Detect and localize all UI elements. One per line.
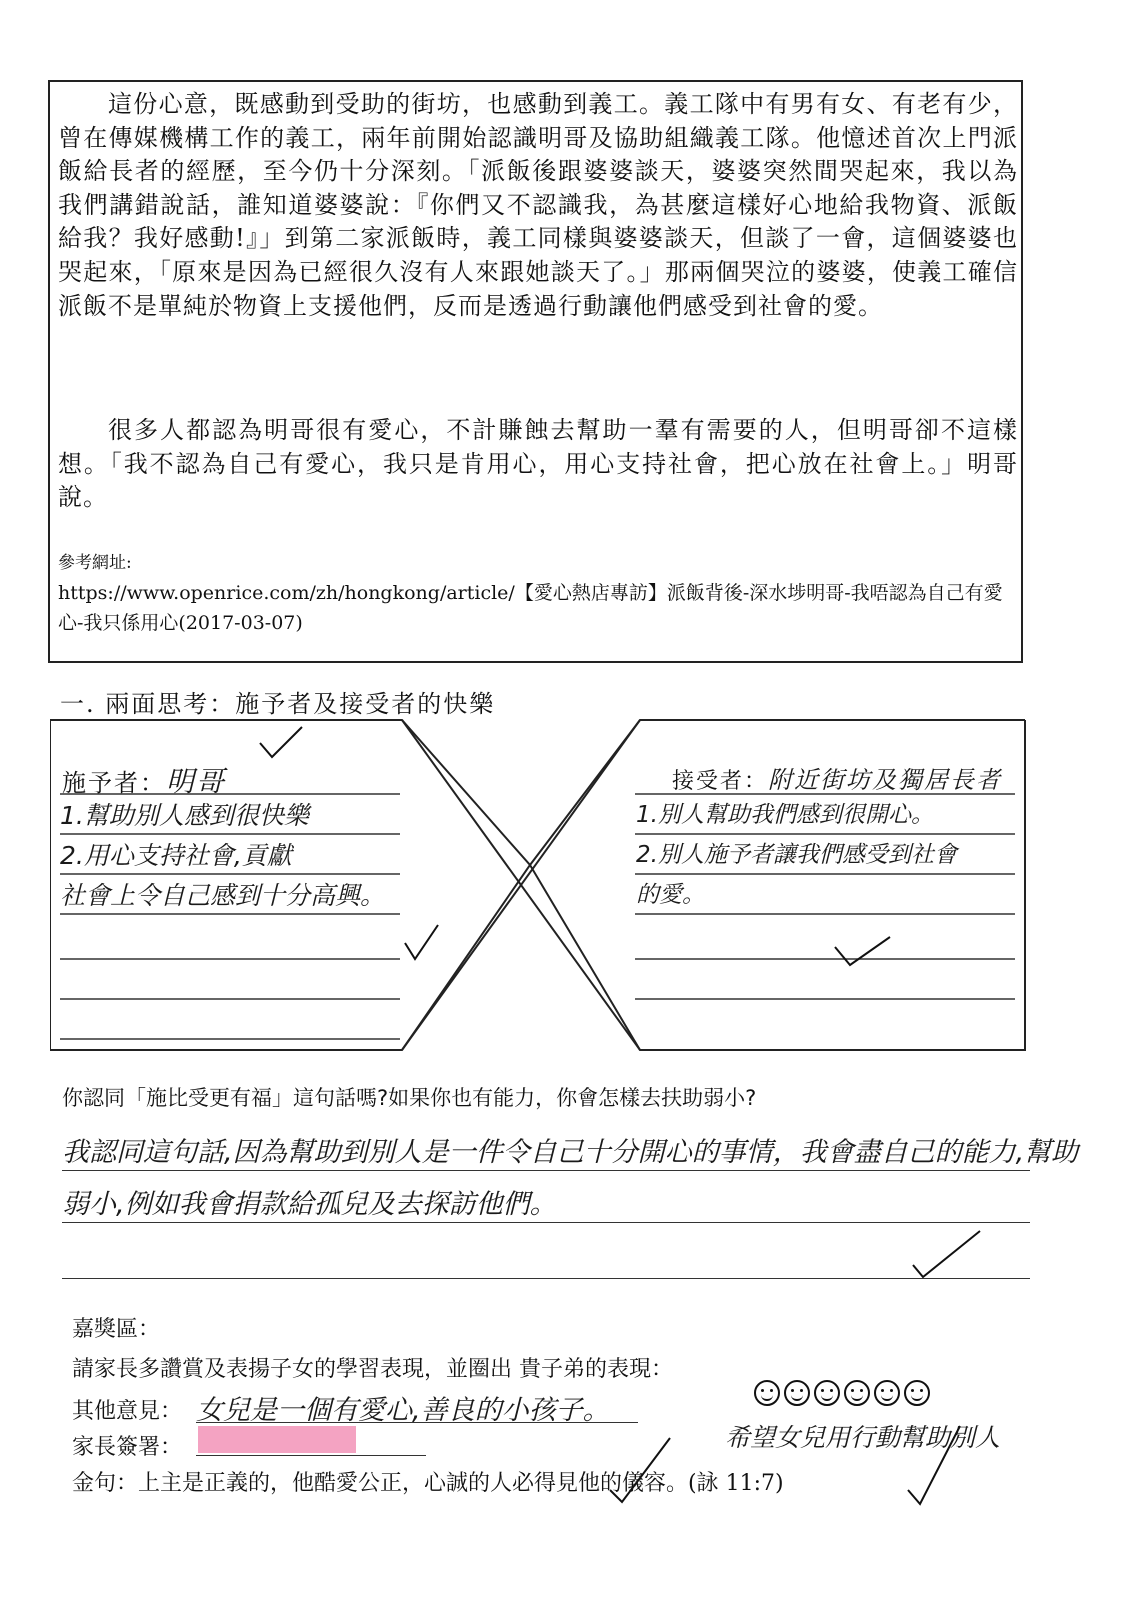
receiver-line-3: 的愛。 — [636, 882, 705, 908]
other-comment: 女兒是一個有愛心,善良的小孩子。 — [196, 1395, 610, 1426]
smiley-icon — [844, 1380, 870, 1406]
other-comment-label: 其他意見： — [72, 1399, 183, 1424]
question-prompt: 你認同「施比受更有福」這句話嗎?如果你也有能力，你會怎樣去扶助弱小? — [62, 1086, 757, 1110]
smiley-icon — [904, 1380, 930, 1406]
section-title: 一. 兩面思考：施予者及接受者的快樂 — [60, 690, 496, 718]
article-box — [48, 80, 1023, 663]
article-paragraph-1: 這份心意，既感動到受助的街坊，也感動到義工。義工隊中有男有女、有老有少，曾在傳媒機構工作的義工，兩年前開始認識明哥及協助組織義工隊。他憶述首次上門派飯給長者的經歷，至今仍十分深刻。「派飯後跟婆婆談天，婆婆突然間哭起來，我以為我們講錯說話，誰知道婆婆說：『你們又不認識我，為甚麼這樣好心地給我物資、派飯給我？我好感動!』」到第二家派飯時，義工同樣與婆婆談天，但談了一會，這個婆婆也哭起來，「原來是因為已經很久沒有人來跟她談天了。」那兩個哭泣的婆婆，使義工確信派飯不是單純於物資上支援他們，反而是透過行動讓他們感受到社會的愛。 — [58, 90, 1018, 320]
giver-line-3: 社會上令自己感到十分高興。 — [60, 881, 386, 910]
smiley-icon — [784, 1380, 810, 1406]
check-mark-icon — [835, 937, 890, 965]
reference-label: 參考網址: — [58, 553, 132, 573]
answer-line-1: 我認同這句話,因為幫助到別人是一件令自己十分開心的事情，我會盡自己的能力,幫助 — [62, 1137, 1079, 1168]
receiver-label: 接受者： — [672, 769, 769, 794]
giver-line-1: 1.幫助別人感到很快樂 — [60, 801, 309, 830]
article-paragraph-2: 很多人都認為明哥很有愛心，不計賺蝕去幫助一羣有需要的人，但明哥卻不這樣想。「我不認為自己有愛心，我只是肯用心，用心支持社會，把心放在社會上。」明哥說。 — [58, 416, 1018, 512]
check-mark-icon — [405, 925, 438, 959]
smiley-icon — [814, 1380, 840, 1406]
receiver-line-1: 1.別人幫助我們感到很開心。 — [636, 802, 934, 828]
signature-label: 家長簽署： — [72, 1435, 183, 1460]
giver-line-2: 2.用心支持社會,貢獻 — [60, 841, 292, 870]
receiver-name: 附近街坊及獨居長者 — [768, 766, 1003, 794]
extra-comment: 希望女兒用行動幫助別人 — [725, 1423, 1001, 1452]
reference-url: https://www.openrice.com/zh/hongkong/article/【愛心熱店專訪】派飯背後-深水埗明哥-我唔認為自己有愛心-我只係用心(2017-03-07) — [58, 582, 1003, 634]
smiley-icon — [874, 1380, 900, 1406]
check-mark-icon — [905, 1225, 985, 1285]
giver-name: 明哥 — [166, 765, 227, 798]
signature-redaction — [198, 1426, 356, 1453]
praise-title: 嘉獎區： — [72, 1317, 161, 1342]
receiver-line-2: 2.別人施予者讓我們感受到社會 — [636, 842, 957, 868]
check-mark-icon — [600, 1430, 680, 1510]
memory-verse: 金句：上主是正義的，他酷愛公正，心誠的人必得見他的儀容。(詠 11:7) — [72, 1471, 784, 1496]
praise-instruction: 請家長多讚賞及表揚子女的學習表現，並圈出 貴子弟的表現： — [72, 1357, 673, 1382]
check-mark-icon — [260, 727, 302, 757]
smiley-icon — [754, 1380, 780, 1406]
answer-line-2: 弱小,例如我會捐款給孤兒及去探訪他們。 — [62, 1189, 557, 1220]
giver-label: 施予者： — [62, 769, 166, 797]
check-mark-icon — [900, 1420, 980, 1510]
smiley-row — [754, 1380, 934, 1410]
